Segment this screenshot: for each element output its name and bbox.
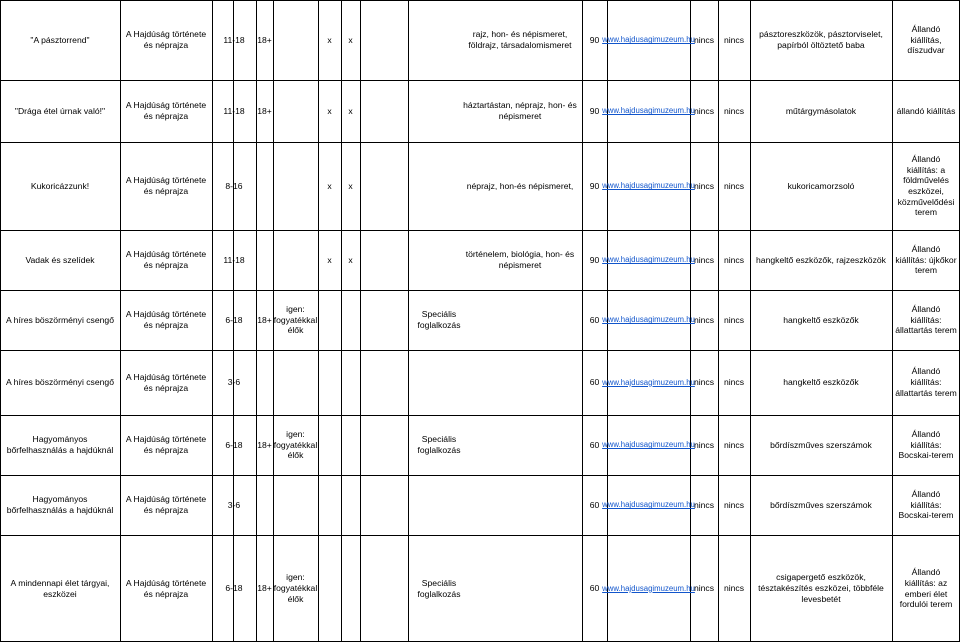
table-cell — [892, 0, 960, 80]
table-cell — [256, 350, 273, 415]
cell-col1: nincs — [693, 314, 715, 325]
cell-institution: A Hajdúság története és néprajza — [125, 249, 207, 270]
table-cell — [212, 142, 256, 230]
table-cell — [0, 290, 120, 350]
cell-exhibition: Állandó kiállítás: Bocskai-terem — [898, 488, 954, 521]
website-link[interactable] — [602, 80, 695, 142]
table-cell — [120, 535, 212, 642]
cell-age-a: 6-18 — [225, 583, 243, 594]
table-cell — [750, 535, 892, 642]
table-cell — [0, 350, 120, 415]
table-cell — [892, 350, 960, 415]
cell-disabled: igen: fogyatékkal élők — [273, 428, 318, 461]
cell-mark1: x — [327, 105, 332, 116]
cell-exhibition: Állandó kiállítás: a földművelés eszközei, közművelődési terem — [897, 153, 955, 218]
table-cell — [750, 475, 892, 535]
table-cell — [408, 290, 470, 350]
table-cell — [0, 80, 120, 142]
cell-age-a: 6-18 — [225, 314, 243, 325]
cell-minutes: 90 — [589, 254, 600, 265]
cell-col2: nincs — [723, 377, 745, 388]
cell-mark1: x — [327, 34, 332, 45]
cell-title: "A pásztorrend" — [30, 34, 90, 45]
table-cell — [212, 535, 256, 642]
cell-age-a: 6-18 — [225, 439, 243, 450]
table-cell — [318, 350, 341, 415]
table-cell — [212, 350, 256, 415]
cell-minutes: 60 — [589, 583, 600, 594]
cell-subject: néprajz, hon-és népismeret, — [466, 180, 574, 191]
cell-mark2: x — [348, 105, 353, 116]
cell-title: Kukoricázzunk! — [30, 180, 90, 191]
table-cell — [341, 350, 360, 415]
table-cell — [892, 230, 960, 290]
table-cell — [212, 80, 256, 142]
table-cell — [212, 0, 256, 80]
table-cell — [120, 0, 212, 80]
cell-institution: A Hajdúság története és néprajza — [125, 577, 207, 599]
cell-age-a: 11-18 — [223, 34, 245, 45]
table-cell — [318, 230, 341, 290]
table-cell — [718, 142, 750, 230]
table-cell — [256, 80, 273, 142]
table-cell — [256, 475, 273, 535]
cell-age-a: 3-6 — [227, 377, 241, 388]
cell-col1: nincs — [693, 180, 715, 191]
table-cell — [718, 475, 750, 535]
table-cell — [690, 535, 718, 642]
cell-tools: kukoricamorzsoló — [787, 180, 855, 191]
cell-col1: nincs — [693, 377, 715, 388]
table-cell — [212, 475, 256, 535]
cell-title: Hagyományos bőrfelhasználás a hajdúknál — [6, 434, 114, 455]
cell-tools: bőrdíszműves szerszámok — [770, 439, 872, 450]
cell-website[interactable]: www.hajdusagimuzeum.hu — [602, 583, 695, 593]
cell-subject: háztartástan, néprajz, hon- és népismeret — [463, 100, 577, 121]
cell-col2: nincs — [723, 105, 745, 116]
cell-title: A mindennapi élet tárgyai, eszközei — [10, 577, 110, 599]
table-cell — [750, 230, 892, 290]
cell-col1: nincs — [693, 105, 715, 116]
cell-institution: A Hajdúság története és néprajza — [125, 29, 207, 50]
table-cell — [273, 0, 318, 80]
table-cell — [120, 290, 212, 350]
cell-title: "Drága étel úrnak való!" — [14, 105, 106, 116]
cell-col1: nincs — [693, 499, 715, 510]
cell-col1: nincs — [693, 34, 715, 45]
cell-disabled: igen: fogyatékkal élők — [273, 572, 318, 604]
cell-col2: nincs — [723, 254, 745, 265]
table-cell — [455, 80, 585, 142]
table-cell — [408, 415, 470, 475]
cell-tools: hangkeltő eszközők, rajzeszközök — [756, 254, 886, 265]
grid-line-vertical — [360, 0, 361, 642]
website-link[interactable] — [602, 0, 695, 80]
table-cell — [341, 290, 360, 350]
cell-institution: A Hajdúság története és néprajza — [125, 494, 207, 515]
cell-subject: rajz, hon- és népismeret, földrajz, társadalomismeret — [468, 29, 572, 50]
cell-subject: Speciális foglalkozás — [417, 309, 461, 330]
table-cell — [718, 350, 750, 415]
website-link[interactable] — [602, 415, 695, 475]
table-cell — [750, 142, 892, 230]
table-cell — [273, 230, 318, 290]
cell-website[interactable]: www.hajdusagimuzeum.hu — [602, 106, 695, 116]
table-cell — [273, 475, 318, 535]
table-cell — [750, 350, 892, 415]
table-cell — [455, 230, 585, 290]
table-cell — [256, 0, 273, 80]
cell-col1: nincs — [693, 583, 715, 594]
cell-age-b: 18+ — [257, 314, 272, 325]
table-cell — [120, 142, 212, 230]
cell-website[interactable]: www.hajdusagimuzeum.hu — [602, 315, 695, 325]
table-cell — [341, 0, 360, 80]
table-cell — [690, 0, 718, 80]
table-cell — [750, 0, 892, 80]
cell-minutes: 60 — [589, 377, 600, 388]
table-cell — [256, 415, 273, 475]
website-link[interactable] — [602, 290, 695, 350]
cell-exhibition: állandó kiállítás — [896, 105, 956, 116]
cell-minutes: 90 — [589, 34, 600, 45]
cell-age-a: 11-18 — [223, 105, 245, 116]
table-cell — [273, 535, 318, 642]
cell-col1: nincs — [693, 439, 715, 450]
table-cell — [341, 80, 360, 142]
cell-col2: nincs — [723, 499, 745, 510]
table-cell — [0, 142, 120, 230]
cell-mark1: x — [327, 254, 332, 265]
cell-mark2: x — [348, 34, 353, 45]
table-cell — [273, 142, 318, 230]
table-cell — [212, 290, 256, 350]
table-cell — [341, 230, 360, 290]
table-cell — [318, 290, 341, 350]
cell-col2: nincs — [723, 34, 745, 45]
cell-subject: történelem, biológia, hon- és népismeret — [465, 249, 575, 270]
table-cell — [690, 290, 718, 350]
cell-col2: nincs — [723, 314, 745, 325]
table-cell — [750, 415, 892, 475]
table-cell — [892, 475, 960, 535]
cell-exhibition: Állandó kiállítás, díszudvar — [907, 23, 945, 56]
cell-subject: Speciális foglalkozás — [417, 577, 461, 599]
cell-exhibition: Állandó kiállítás: állattartás terem — [895, 366, 957, 398]
cell-website[interactable]: www.hajdusagimuzeum.hu — [602, 500, 695, 510]
website-link[interactable] — [602, 475, 695, 535]
table-cell — [341, 535, 360, 642]
cell-col2: nincs — [723, 180, 745, 191]
cell-minutes: 90 — [589, 180, 600, 191]
cell-institution: A Hajdúság története és néprajza — [125, 100, 207, 121]
cell-exhibition: Állandó kiállítás: állattartás terem — [895, 303, 957, 336]
table-cell — [408, 535, 470, 642]
cell-tools: pásztoreszközök, pásztorviselet, papírból öltöztető baba — [759, 29, 883, 50]
cell-website[interactable]: www.hajdusagimuzeum.hu — [602, 377, 695, 387]
cell-tools: műtárgymásolatok — [785, 105, 857, 116]
website-link[interactable] — [602, 535, 695, 642]
table-cell — [892, 142, 960, 230]
table-cell — [318, 475, 341, 535]
cell-minutes: 60 — [589, 499, 600, 510]
cell-subject: Speciális foglalkozás — [417, 434, 461, 455]
cell-institution: A Hajdúság története és néprajza — [125, 371, 207, 393]
table-cell — [120, 415, 212, 475]
table-cell — [341, 475, 360, 535]
table-cell — [273, 290, 318, 350]
table-cell — [341, 142, 360, 230]
website-link[interactable] — [602, 230, 695, 290]
cell-institution: A Hajdúság története és néprajza — [125, 175, 207, 196]
website-link[interactable] — [602, 142, 695, 230]
table-cell — [718, 290, 750, 350]
cell-age-a: 8-16 — [225, 180, 243, 191]
cell-age-b: 18+ — [257, 34, 272, 45]
cell-title: Vadak és szelídek — [25, 254, 95, 265]
cell-age-b: 18+ — [257, 439, 272, 450]
table-cell — [718, 230, 750, 290]
table-cell — [318, 80, 341, 142]
table-cell — [690, 142, 718, 230]
table-cell — [120, 475, 212, 535]
table-cell — [120, 230, 212, 290]
table-cell — [318, 142, 341, 230]
cell-col1: nincs — [693, 254, 715, 265]
table-cell — [718, 80, 750, 142]
table-cell — [455, 142, 585, 230]
table-cell — [256, 535, 273, 642]
cell-col2: nincs — [723, 583, 745, 594]
cell-disabled: igen: fogyatékkal élők — [273, 303, 318, 336]
cell-title: Hagyományos bőrfelhasználás a hajdúknál — [6, 494, 114, 515]
table-cell — [455, 475, 585, 535]
cell-website[interactable]: www.hajdusagimuzeum.hu — [602, 440, 695, 450]
table-cell — [120, 80, 212, 142]
table-cell — [318, 535, 341, 642]
cell-tools: csigapergető eszközök, tésztakészítés eszközei, többféle levesbetét — [758, 572, 884, 604]
table-cell — [690, 415, 718, 475]
cell-minutes: 60 — [589, 314, 600, 325]
table-cell — [212, 230, 256, 290]
table-cell — [256, 230, 273, 290]
cell-mark1: x — [327, 180, 332, 191]
cell-institution: A Hajdúság története és néprajza — [125, 309, 207, 330]
table-cell — [690, 80, 718, 142]
table-cell — [455, 0, 585, 80]
cell-mark2: x — [348, 180, 353, 191]
cell-website[interactable]: www.hajdusagimuzeum.hu — [602, 181, 695, 191]
table-cell — [318, 0, 341, 80]
cell-minutes: 60 — [589, 439, 600, 450]
cell-tools: hangkeltő eszközők — [783, 314, 859, 325]
table-cell — [256, 290, 273, 350]
table-cell — [750, 290, 892, 350]
table-cell — [0, 415, 120, 475]
table-cell — [212, 415, 256, 475]
table-cell — [718, 535, 750, 642]
cell-age-b: 18+ — [257, 105, 272, 116]
cell-exhibition: Állandó kiállítás: Bocskai-terem — [898, 428, 954, 461]
cell-mark2: x — [348, 254, 353, 265]
table-cell — [718, 0, 750, 80]
table-cell — [256, 142, 273, 230]
cell-title: A híres böszörményi csengő — [6, 377, 114, 388]
table-cell — [690, 350, 718, 415]
cell-tools: hangkeltő eszközők — [783, 377, 859, 388]
table-cell — [750, 80, 892, 142]
table-cell — [0, 0, 120, 80]
table-cell — [892, 415, 960, 475]
table-cell — [892, 535, 960, 642]
table-cell — [892, 290, 960, 350]
cell-age-a: 3-6 — [227, 499, 241, 510]
cell-title: A híres böszörményi csengő — [6, 314, 114, 325]
cell-website[interactable]: www.hajdusagimuzeum.hu — [602, 255, 695, 265]
cell-exhibition: Állandó kiállítás: újkőkor terem — [895, 243, 957, 276]
cell-col2: nincs — [723, 439, 745, 450]
table-cell — [341, 415, 360, 475]
cell-minutes: 90 — [589, 105, 600, 116]
table-cell — [273, 80, 318, 142]
cell-institution: A Hajdúság története és néprajza — [125, 434, 207, 455]
table-cell — [0, 230, 120, 290]
table-cell — [690, 475, 718, 535]
table-cell — [273, 350, 318, 415]
table-cell — [718, 415, 750, 475]
table-cell — [0, 475, 120, 535]
table-cell — [0, 535, 120, 642]
cell-age-a: 11-18 — [223, 254, 245, 265]
cell-exhibition: Állandó kiállítás: az emberi élet fordulói terem — [899, 567, 953, 610]
table-cell — [120, 350, 212, 415]
website-link[interactable] — [602, 350, 695, 415]
table-cell — [455, 350, 585, 415]
cell-website[interactable]: www.hajdusagimuzeum.hu — [602, 35, 695, 45]
table-cell — [273, 415, 318, 475]
table-cell — [892, 80, 960, 142]
cell-tools: bőrdíszműves szerszámok — [770, 499, 872, 510]
cell-age-b: 18+ — [257, 583, 272, 594]
table-cell — [690, 230, 718, 290]
table-cell — [318, 415, 341, 475]
